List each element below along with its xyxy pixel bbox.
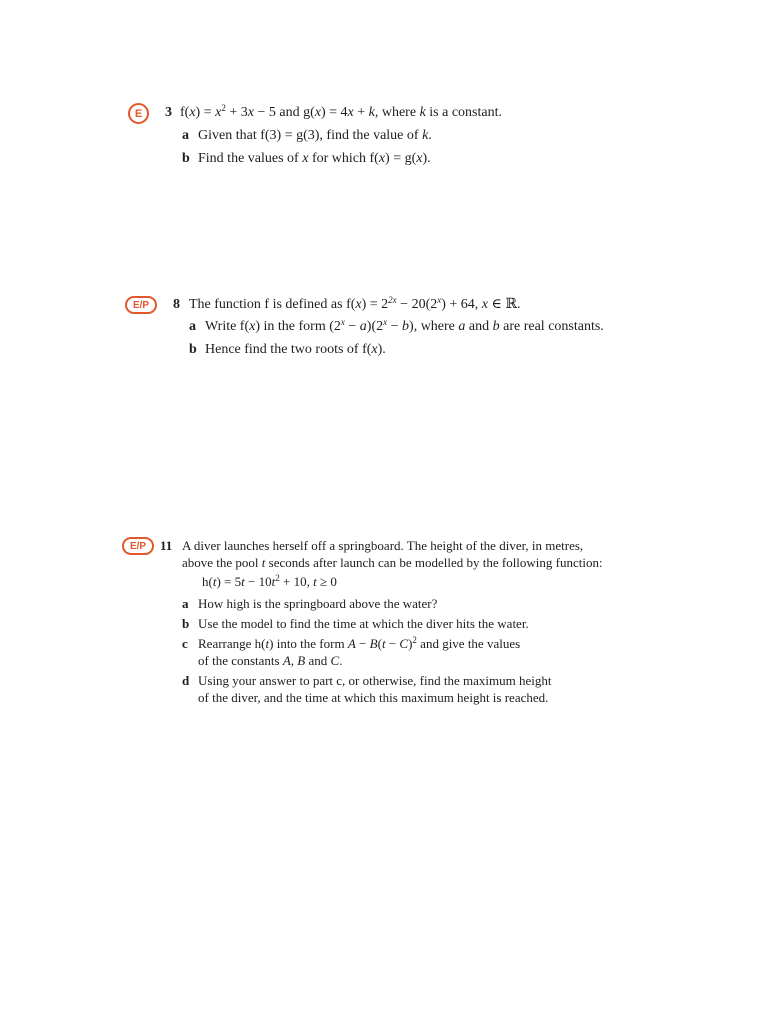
model-formula: $h(t) = 5t - 10t^2 + 10$, t ≥ 0 [202, 573, 337, 589]
question-stem: $f(x) = x^2 + 3x - 5$ and g(x) = 4x + k, where k is a constant. [180, 103, 502, 120]
part-b: b Find the values of x for which f(x) = g(x). [182, 151, 431, 166]
part-a: a Write f(x) in the form $(2^x - a)(2^x - b)$, where a and b are real constants. [189, 317, 604, 334]
part-c-line-2: of the constants A, B and C. [198, 653, 343, 668]
part-c-line-1: c Rearrange h(t) into the form $A - B(t - C)^2$ and give the values [182, 635, 521, 651]
question-number: 11 [160, 538, 173, 553]
question-number: 3 [165, 105, 172, 120]
question-stem-line-2: above the pool t seconds after launch can be modelled by the following function: [182, 555, 603, 570]
exam-problem-solving-badge: E/P [125, 296, 157, 314]
exam-problem-solving-badge: E/P [122, 537, 154, 555]
question-stem-line-1: A diver launches herself off a springboard. The height of the diver, in metres, [182, 538, 584, 553]
exam-style-badge: E [128, 103, 149, 124]
part-d-line-1: d Using your answer to part c, or otherwise, find the maximum height [182, 673, 552, 688]
part-a: a How high is the springboard above the water? [182, 596, 438, 611]
part-a: a Given that f(3) = g(3), find the value of k. [182, 128, 432, 143]
question-number: 8 [173, 297, 180, 312]
part-b: b Use the model to find the time at which the diver hits the water. [182, 616, 529, 631]
part-d-line-2: of the diver, and the time at which this maximum height is reached. [198, 690, 549, 705]
question-stem: The function f is defined as $f(x) = 2^{2x} - 20(2^x) + 64$, x ∈ ℝ. [189, 295, 521, 312]
part-b: b Hence find the two roots of f(x). [189, 342, 386, 357]
